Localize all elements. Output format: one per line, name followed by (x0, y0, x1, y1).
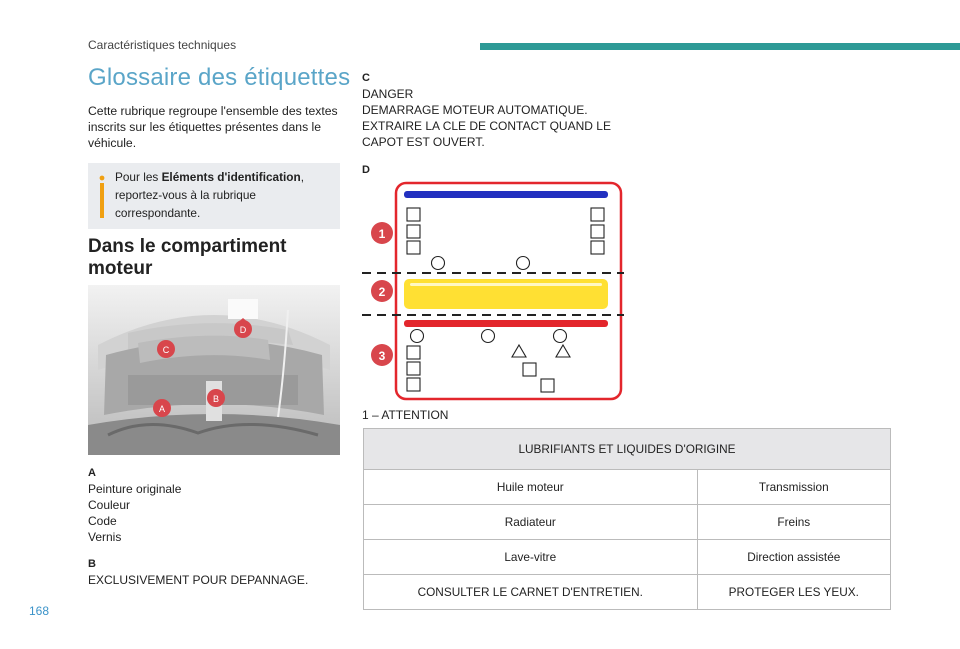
table-header-row (364, 429, 891, 470)
svg-text:3: 3 (378, 349, 386, 363)
info-note-text: Pour les Eléments d'identification, reportez-vous à la rubrique correspondante. (115, 170, 304, 220)
label-d-block (362, 162, 370, 178)
table-row (364, 470, 891, 505)
table-cell: Transmission (697, 470, 890, 505)
fluids-table (363, 428, 891, 610)
svg-text:C: C (162, 345, 170, 355)
label-c-block (362, 70, 611, 150)
table-row (364, 505, 891, 540)
info-note (88, 163, 340, 229)
table-row (364, 575, 891, 610)
label-letter: A (88, 467, 96, 479)
photo-marker-a (153, 399, 171, 417)
page-number: 168 (29, 604, 50, 618)
label-line: EXTRAIRE LA CLE DE CONTACT QUAND LE (362, 119, 611, 133)
diagram-marker-3 (371, 344, 393, 366)
label-line: CAPOT EST OUVERT. (362, 135, 485, 149)
label-line: DANGER (362, 87, 414, 101)
table-header: LUBRIFIANTS ET LIQUIDES D'ORIGINE (364, 429, 891, 470)
info-icon (97, 172, 111, 220)
diagram-marker-2 (371, 280, 393, 302)
svg-text:1: 1 (378, 227, 386, 241)
label-diagram (362, 180, 624, 402)
table-cell: Huile moteur (364, 470, 698, 505)
table-cell: Radiateur (364, 505, 698, 540)
section-title: Caractéristiques techniques (88, 38, 237, 52)
label-b-block (88, 556, 308, 588)
table-cell: Lave-vitre (364, 540, 698, 575)
photo-marker-b (207, 389, 225, 407)
label-letter: C (362, 72, 370, 84)
page-title: Glossaire des étiquettes (88, 64, 351, 91)
engine-photo (88, 285, 340, 455)
table-row (364, 540, 891, 575)
label-line: EXCLUSIVEMENT POUR DEPANNAGE. (88, 573, 309, 587)
photo-marker-c (157, 340, 175, 358)
label-letter: B (88, 558, 96, 570)
label-letter: D (362, 164, 370, 176)
table-cell: Direction assistée (697, 540, 890, 575)
svg-text:B: B (212, 394, 220, 404)
label-a-block (88, 465, 181, 545)
table-cell: CONSULTER LE CARNET D'ENTRETIEN. (364, 575, 698, 610)
svg-text:2: 2 (378, 285, 386, 299)
label-line: DEMARRAGE MOTEUR AUTOMATIQUE. (362, 103, 588, 117)
section-heading: Dans le compartiment moteur (88, 236, 287, 279)
svg-text:D: D (239, 325, 247, 335)
diagram-marker-1 (371, 222, 393, 244)
label-line: Vernis (88, 530, 122, 544)
label-line: Peinture originale (88, 482, 182, 496)
label-line: Code (88, 514, 117, 528)
svg-text:A: A (158, 404, 166, 414)
intro-paragraph: Cette rubrique regroupe l'ensemble des textes inscrits sur les étiquettes présentes dans le véhicule. (88, 104, 338, 150)
table-cell: Freins (697, 505, 890, 540)
table-cell: PROTEGER LES YEUX. (697, 575, 890, 610)
diagram-caption: 1 – ATTENTION (362, 408, 449, 422)
label-line: Couleur (88, 498, 131, 512)
header-accent-bar (480, 43, 960, 50)
